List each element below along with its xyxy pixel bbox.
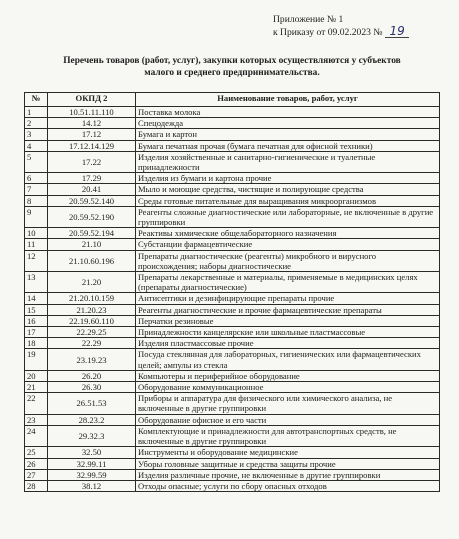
table-row	[25, 338, 440, 349]
row-name: Оборудование коммуникационное	[136, 382, 440, 393]
row-name: Поставка молока	[136, 107, 440, 118]
appendix-order-line	[273, 26, 409, 39]
table-row	[25, 304, 440, 315]
row-number: 22	[25, 393, 48, 414]
row-name: Бумага и картон	[136, 129, 440, 140]
row-okpd-code: 22.29	[48, 338, 136, 349]
table-row	[25, 480, 440, 491]
row-number: 3	[25, 129, 48, 140]
table-row	[25, 118, 440, 129]
row-okpd-code: 20.59.52.140	[48, 195, 136, 206]
table-row	[25, 447, 440, 458]
table-row	[25, 228, 440, 239]
row-name: Реактивы химические общелабораторного назначения	[136, 228, 440, 239]
row-number: 25	[25, 447, 48, 458]
row-okpd-code: 20.59.52.194	[48, 228, 136, 239]
row-okpd-code: 32.50	[48, 447, 136, 458]
title-line-1: Перечень товаров (работ, услуг), закупки которых осуществляются у субъектов	[63, 56, 401, 66]
table-row	[25, 315, 440, 326]
handwritten-order-number: 19	[385, 26, 408, 38]
row-okpd-code: 21.10.60.196	[48, 250, 136, 271]
row-number: 10	[25, 228, 48, 239]
table-row	[25, 250, 440, 271]
row-name: Препараты диагностические (реагенты) микробного и вирусного происхождения; наборы диагностические	[136, 250, 440, 271]
table-row	[25, 393, 440, 414]
table-row	[25, 239, 440, 250]
row-okpd-code: 38.12	[48, 480, 136, 491]
table-row	[25, 184, 440, 195]
appendix-header	[273, 14, 409, 39]
row-name: Оборудование офисное и его части	[136, 414, 440, 425]
row-okpd-code: 22.19.60.110	[48, 315, 136, 326]
row-number: 27	[25, 469, 48, 480]
row-okpd-code: 20.59.52.190	[48, 206, 136, 227]
row-name: Спецодежда	[136, 118, 440, 129]
table-row	[25, 293, 440, 304]
row-name: Изделия пластмассовые прочие	[136, 338, 440, 349]
row-number: 11	[25, 239, 48, 250]
row-number: 2	[25, 118, 48, 129]
title-line-2: малого и среднего предпринимательства.	[144, 68, 320, 78]
row-okpd-code: 32.99.59	[48, 469, 136, 480]
row-okpd-code: 17.29	[48, 173, 136, 184]
row-number: 1	[25, 107, 48, 118]
row-number: 23	[25, 414, 48, 425]
row-number: 15	[25, 304, 48, 315]
row-number: 4	[25, 140, 48, 151]
table-row	[25, 107, 440, 118]
row-okpd-code: 17.22	[48, 151, 136, 172]
header-name: Наименование товаров, работ, услуг	[136, 93, 440, 107]
appendix-title: Приложение № 1	[273, 14, 344, 25]
row-name: Посуда стеклянная для лабораторных, гигиенических или фармацевтических целей; ампулы из стекла	[136, 349, 440, 370]
row-okpd-code: 32.99.11	[48, 458, 136, 469]
table-header-row	[25, 93, 440, 107]
row-name: Изделия хозяйственные и санитарно-гигиенические и туалетные принадлежности	[136, 151, 440, 172]
row-number: 14	[25, 293, 48, 304]
row-number: 16	[25, 315, 48, 326]
row-okpd-code: 26.20	[48, 370, 136, 381]
row-okpd-code: 21.20	[48, 272, 136, 293]
row-number: 21	[25, 382, 48, 393]
goods-table	[24, 92, 440, 492]
table-row	[25, 129, 440, 140]
row-name: Отходы опасные; услуги по сбору опасных отходов	[136, 480, 440, 491]
row-number: 17	[25, 327, 48, 338]
row-name: Реагенты диагностические и прочие фармацевтические препараты	[136, 304, 440, 315]
row-name: Комплектующие и принадлежности для автотранспортных средств, не включенные в другие группировки	[136, 425, 440, 446]
table-row	[25, 327, 440, 338]
row-name: Реагенты сложные диагностические или лабораторные, не включенные в другие группировки	[136, 206, 440, 227]
row-name: Инструменты и оборудование медицинские	[136, 447, 440, 458]
row-okpd-code: 21.20.23	[48, 304, 136, 315]
table-row	[25, 370, 440, 381]
row-name: Субстанции фармацевтические	[136, 239, 440, 250]
row-name: Среды готовые питательные для выращивания микроорганизмов	[136, 195, 440, 206]
row-okpd-code: 20.41	[48, 184, 136, 195]
row-okpd-code: 17.12.14.129	[48, 140, 136, 151]
row-number: 20	[25, 370, 48, 381]
row-number: 26	[25, 458, 48, 469]
row-okpd-code: 23.19.23	[48, 349, 136, 370]
row-name: Принадлежности канцелярские или школьные пластмассовые	[136, 327, 440, 338]
table-row	[25, 414, 440, 425]
row-number: 24	[25, 425, 48, 446]
row-okpd-code: 28.23.2	[48, 414, 136, 425]
table-row	[25, 140, 440, 151]
row-okpd-code: 21.10	[48, 239, 136, 250]
table-row	[25, 458, 440, 469]
document-title	[22, 55, 442, 79]
row-number: 13	[25, 272, 48, 293]
row-name: Препараты лекарственные и материалы, применяемые в медицинских целях (препараты диагностические)	[136, 272, 440, 293]
row-number: 6	[25, 173, 48, 184]
row-name: Изделия различные прочие, не включенные в другие группировки	[136, 469, 440, 480]
row-okpd-code: 26.51.53	[48, 393, 136, 414]
appendix-order-prefix: к Приказу от 09.02.2023 №	[273, 27, 383, 38]
row-okpd-code: 10.51.11.110	[48, 107, 136, 118]
table-row	[25, 469, 440, 480]
row-number: 5	[25, 151, 48, 172]
row-number: 7	[25, 184, 48, 195]
row-okpd-code: 21.20.10.159	[48, 293, 136, 304]
table-row	[25, 382, 440, 393]
table-row	[25, 349, 440, 370]
row-name: Компьютеры и периферийное оборудование	[136, 370, 440, 381]
row-number: 19	[25, 349, 48, 370]
row-number: 8	[25, 195, 48, 206]
table-row	[25, 206, 440, 227]
row-name: Бумага печатная прочая (бумага печатная для офисной техники)	[136, 140, 440, 151]
row-number: 9	[25, 206, 48, 227]
row-name: Приборы и аппаратура для физического или химического анализа, не включенные в другие группировки	[136, 393, 440, 414]
row-name: Мыло и моющие средства, чистящие и полирующие средства	[136, 184, 440, 195]
row-name: Изделия из бумаги и картона прочие	[136, 173, 440, 184]
table-row	[25, 173, 440, 184]
row-name: Уборы головные защитные и средства защиты прочие	[136, 458, 440, 469]
row-okpd-code: 22.29.25	[48, 327, 136, 338]
row-name: Антисептики и дезинфицирующие препараты прочие	[136, 293, 440, 304]
row-okpd-code: 17.12	[48, 129, 136, 140]
row-okpd-code: 26.30	[48, 382, 136, 393]
table-row	[25, 425, 440, 446]
row-number: 18	[25, 338, 48, 349]
header-okpd: ОКПД 2	[48, 93, 136, 107]
table-row	[25, 195, 440, 206]
row-okpd-code: 14.12	[48, 118, 136, 129]
row-okpd-code: 29.32.3	[48, 425, 136, 446]
row-name: Перчатки резиновые	[136, 315, 440, 326]
header-number: №	[25, 93, 48, 107]
table-row	[25, 151, 440, 172]
row-number: 12	[25, 250, 48, 271]
row-number: 28	[25, 480, 48, 491]
table-row	[25, 272, 440, 293]
